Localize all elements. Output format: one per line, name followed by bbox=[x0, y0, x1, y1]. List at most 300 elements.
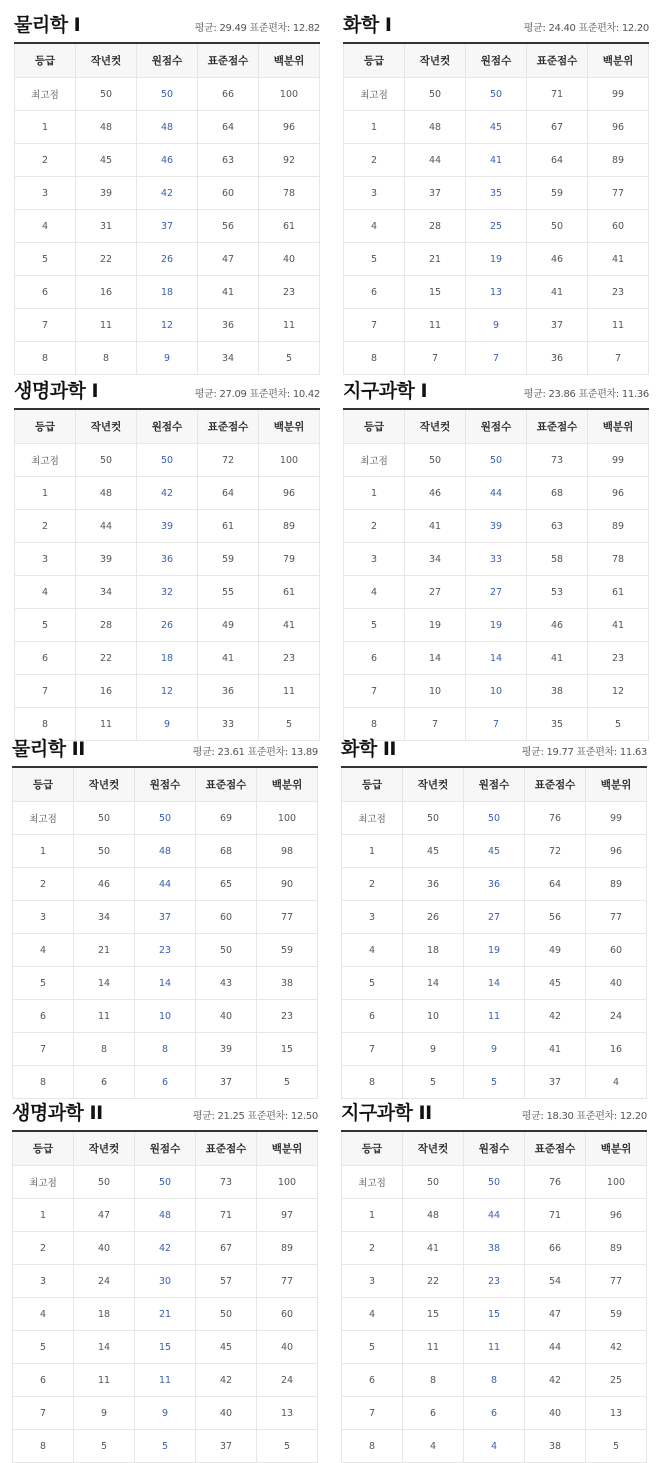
column-header: 백분위 bbox=[259, 409, 320, 444]
table-row bbox=[13, 1232, 318, 1265]
table-cell: 11 bbox=[464, 1331, 525, 1364]
table-cell: 44 bbox=[525, 1331, 586, 1364]
table-header-row bbox=[344, 43, 649, 78]
table-cell: 100 bbox=[257, 802, 318, 835]
block-header bbox=[12, 726, 318, 766]
table-cell: 64 bbox=[527, 144, 588, 177]
table-cell: 21 bbox=[74, 934, 135, 967]
table-cell: 7 bbox=[342, 1033, 403, 1066]
table-row bbox=[344, 111, 649, 144]
grade-cut-table bbox=[12, 766, 318, 1099]
column-header: 작년컷 bbox=[403, 767, 464, 802]
table-row bbox=[344, 609, 649, 642]
table-cell: 7 bbox=[13, 1397, 74, 1430]
table-cell: 46 bbox=[527, 243, 588, 276]
table-cell: 36 bbox=[198, 309, 259, 342]
table-cell: 5 bbox=[342, 1331, 403, 1364]
table-cell: 2 bbox=[344, 510, 405, 543]
table-row bbox=[15, 543, 320, 576]
table-cell: 11 bbox=[259, 309, 320, 342]
table-row bbox=[344, 576, 649, 609]
table-cell: 8 bbox=[13, 1066, 74, 1099]
table-cell: 1 bbox=[342, 1199, 403, 1232]
column-header: 원점수 bbox=[464, 767, 525, 802]
table-cell: 24 bbox=[74, 1265, 135, 1298]
table-cell: 9 bbox=[135, 1397, 196, 1430]
table-cell: 8 bbox=[342, 1430, 403, 1463]
table-row bbox=[342, 1232, 647, 1265]
table-cell: 12 bbox=[137, 675, 198, 708]
table-cell: 6 bbox=[13, 1000, 74, 1033]
table-row bbox=[13, 835, 318, 868]
column-header: 표준점수 bbox=[198, 43, 259, 78]
table-cell: 3 bbox=[13, 901, 74, 934]
table-cell: 4 bbox=[15, 576, 76, 609]
column-header: 표준점수 bbox=[527, 409, 588, 444]
table-row bbox=[342, 1298, 647, 1331]
subject-score-block bbox=[341, 1090, 647, 1463]
table-cell: 97 bbox=[257, 1199, 318, 1232]
table-cell: 99 bbox=[586, 802, 647, 835]
subject-stats: 평균: 27.09 표준편차: 10.42 bbox=[194, 389, 320, 400]
table-cell: 23 bbox=[135, 934, 196, 967]
table-header-row bbox=[13, 1131, 318, 1166]
table-cell: 6 bbox=[344, 276, 405, 309]
table-cell: 22 bbox=[76, 243, 137, 276]
table-cell: 78 bbox=[588, 543, 649, 576]
table-cell: 14 bbox=[74, 1331, 135, 1364]
table-cell: 24 bbox=[586, 1000, 647, 1033]
table-row bbox=[13, 1199, 318, 1232]
table-cell: 38 bbox=[527, 675, 588, 708]
table-cell: 39 bbox=[76, 177, 137, 210]
table-cell: 22 bbox=[403, 1265, 464, 1298]
table-cell: 77 bbox=[586, 901, 647, 934]
table-cell: 96 bbox=[588, 477, 649, 510]
column-header: 표준점수 bbox=[525, 767, 586, 802]
table-cell: 6 bbox=[15, 642, 76, 675]
table-cell: 5 bbox=[464, 1066, 525, 1099]
table-cell: 34 bbox=[405, 543, 466, 576]
table-cell: 4 bbox=[403, 1430, 464, 1463]
block-header bbox=[341, 726, 647, 766]
table-row bbox=[342, 802, 647, 835]
table-cell: 8 bbox=[464, 1364, 525, 1397]
table-cell: 41 bbox=[525, 1033, 586, 1066]
table-cell: 11 bbox=[76, 708, 137, 741]
table-cell: 40 bbox=[586, 967, 647, 1000]
table-cell: 21 bbox=[135, 1298, 196, 1331]
column-header: 백분위 bbox=[588, 409, 649, 444]
table-cell: 71 bbox=[196, 1199, 257, 1232]
table-cell: 77 bbox=[586, 1265, 647, 1298]
table-cell: 14 bbox=[464, 967, 525, 1000]
table-cell: 6 bbox=[13, 1364, 74, 1397]
column-header: 원점수 bbox=[135, 767, 196, 802]
table-cell: 11 bbox=[405, 309, 466, 342]
column-header: 백분위 bbox=[588, 43, 649, 78]
table-cell: 96 bbox=[586, 1199, 647, 1232]
table-row bbox=[15, 177, 320, 210]
table-cell: 1 bbox=[15, 111, 76, 144]
subject-stats: 평균: 19.77 표준편차: 11.63 bbox=[521, 747, 647, 758]
table-row bbox=[342, 1430, 647, 1463]
table-cell: 15 bbox=[405, 276, 466, 309]
table-row bbox=[344, 477, 649, 510]
table-cell: 3 bbox=[344, 177, 405, 210]
column-header: 원점수 bbox=[135, 1131, 196, 1166]
table-cell: 59 bbox=[527, 177, 588, 210]
table-cell: 39 bbox=[137, 510, 198, 543]
table-cell: 10 bbox=[135, 1000, 196, 1033]
table-row bbox=[13, 934, 318, 967]
table-cell: 6 bbox=[464, 1397, 525, 1430]
table-cell: 50 bbox=[464, 802, 525, 835]
table-cell: 36 bbox=[527, 342, 588, 375]
block-header bbox=[12, 1090, 318, 1130]
table-cell: 9 bbox=[137, 342, 198, 375]
table-cell: 8 bbox=[403, 1364, 464, 1397]
table-cell: 61 bbox=[198, 510, 259, 543]
table-cell: 1 bbox=[13, 1199, 74, 1232]
table-cell: 14 bbox=[135, 967, 196, 1000]
block-header bbox=[14, 368, 320, 408]
table-cell: 69 bbox=[196, 802, 257, 835]
table-cell: 38 bbox=[464, 1232, 525, 1265]
table-cell: 46 bbox=[74, 868, 135, 901]
table-row bbox=[342, 1000, 647, 1033]
table-cell: 5 bbox=[135, 1430, 196, 1463]
column-header: 백분위 bbox=[586, 1131, 647, 1166]
table-cell: 7 bbox=[344, 309, 405, 342]
table-row bbox=[13, 1033, 318, 1066]
table-cell: 64 bbox=[198, 477, 259, 510]
table-row bbox=[15, 111, 320, 144]
table-row bbox=[342, 1199, 647, 1232]
subject-title: 화학 Ⅰ bbox=[343, 14, 392, 36]
table-cell: 60 bbox=[257, 1298, 318, 1331]
table-cell: 7 bbox=[15, 309, 76, 342]
table-cell: 9 bbox=[466, 309, 527, 342]
table-cell: 7 bbox=[466, 342, 527, 375]
table-cell: 47 bbox=[198, 243, 259, 276]
table-cell: 49 bbox=[198, 609, 259, 642]
table-cell: 18 bbox=[403, 934, 464, 967]
column-header: 등급 bbox=[13, 767, 74, 802]
table-row bbox=[344, 144, 649, 177]
table-cell: 47 bbox=[525, 1298, 586, 1331]
table-row bbox=[13, 1298, 318, 1331]
table-cell: 5 bbox=[13, 967, 74, 1000]
table-cell: 2 bbox=[13, 1232, 74, 1265]
column-header: 표준점수 bbox=[198, 409, 259, 444]
table-cell: 42 bbox=[525, 1364, 586, 1397]
table-row bbox=[15, 444, 320, 477]
table-cell: 48 bbox=[137, 111, 198, 144]
column-header: 표준점수 bbox=[196, 1131, 257, 1166]
table-cell: 14 bbox=[74, 967, 135, 1000]
table-row bbox=[342, 967, 647, 1000]
subject-score-block bbox=[14, 2, 320, 375]
table-cell: 7 bbox=[588, 342, 649, 375]
table-cell: 39 bbox=[196, 1033, 257, 1066]
table-cell: 8 bbox=[13, 1430, 74, 1463]
table-cell: 4 bbox=[13, 1298, 74, 1331]
table-cell: 41 bbox=[588, 243, 649, 276]
table-cell: 11 bbox=[588, 309, 649, 342]
table-row bbox=[15, 210, 320, 243]
column-header: 원점수 bbox=[137, 43, 198, 78]
table-cell: 5 bbox=[257, 1066, 318, 1099]
table-cell: 8 bbox=[135, 1033, 196, 1066]
table-cell: 7 bbox=[405, 708, 466, 741]
table-cell: 34 bbox=[74, 901, 135, 934]
table-cell: 60 bbox=[586, 934, 647, 967]
table-cell: 59 bbox=[257, 934, 318, 967]
subject-stats: 평균: 29.49 표준편차: 12.82 bbox=[194, 23, 320, 34]
table-cell: 23 bbox=[588, 276, 649, 309]
table-cell: 15 bbox=[135, 1331, 196, 1364]
table-cell: 89 bbox=[586, 868, 647, 901]
table-cell: 13 bbox=[466, 276, 527, 309]
table-cell: 48 bbox=[405, 111, 466, 144]
table-cell: 5 bbox=[257, 1430, 318, 1463]
table-row bbox=[344, 642, 649, 675]
table-cell: 5 bbox=[342, 967, 403, 1000]
table-header-row bbox=[15, 409, 320, 444]
table-cell: 100 bbox=[259, 444, 320, 477]
table-cell: 41 bbox=[527, 642, 588, 675]
grade-cut-table bbox=[343, 42, 649, 375]
column-header: 표준점수 bbox=[525, 1131, 586, 1166]
table-cell: 41 bbox=[588, 609, 649, 642]
table-cell: 48 bbox=[76, 111, 137, 144]
table-cell: 8 bbox=[76, 342, 137, 375]
table-cell: 44 bbox=[405, 144, 466, 177]
table-cell: 16 bbox=[76, 675, 137, 708]
table-cell: 23 bbox=[257, 1000, 318, 1033]
table-cell: 41 bbox=[198, 276, 259, 309]
table-cell: 23 bbox=[259, 276, 320, 309]
table-cell: 67 bbox=[527, 111, 588, 144]
table-cell: 48 bbox=[135, 1199, 196, 1232]
table-cell: 50 bbox=[76, 78, 137, 111]
table-cell: 71 bbox=[525, 1199, 586, 1232]
table-cell: 3 bbox=[342, 901, 403, 934]
column-header: 백분위 bbox=[586, 767, 647, 802]
column-header: 등급 bbox=[342, 767, 403, 802]
table-cell: 32 bbox=[137, 576, 198, 609]
table-cell: 77 bbox=[257, 1265, 318, 1298]
table-cell: 3 bbox=[13, 1265, 74, 1298]
table-cell: 8 bbox=[342, 1066, 403, 1099]
table-row bbox=[342, 868, 647, 901]
table-cell: 56 bbox=[198, 210, 259, 243]
table-cell: 3 bbox=[15, 177, 76, 210]
table-cell: 46 bbox=[527, 609, 588, 642]
subject-stats: 평균: 23.61 표준편차: 13.89 bbox=[192, 747, 318, 758]
table-cell: 1 bbox=[342, 835, 403, 868]
table-cell: 19 bbox=[464, 934, 525, 967]
table-cell: 72 bbox=[525, 835, 586, 868]
table-cell: 45 bbox=[76, 144, 137, 177]
table-cell: 4 bbox=[342, 1298, 403, 1331]
table-cell: 36 bbox=[137, 543, 198, 576]
table-row bbox=[15, 276, 320, 309]
table-cell: 47 bbox=[74, 1199, 135, 1232]
grade-cut-table bbox=[14, 42, 320, 375]
column-header: 등급 bbox=[13, 1131, 74, 1166]
table-cell: 8 bbox=[344, 708, 405, 741]
table-cell: 77 bbox=[588, 177, 649, 210]
table-cell: 11 bbox=[76, 309, 137, 342]
table-cell: 58 bbox=[527, 543, 588, 576]
column-header: 등급 bbox=[15, 43, 76, 78]
table-cell: 61 bbox=[259, 210, 320, 243]
table-cell: 99 bbox=[588, 444, 649, 477]
table-cell: 89 bbox=[586, 1232, 647, 1265]
table-cell: 37 bbox=[196, 1430, 257, 1463]
table-cell: 50 bbox=[74, 835, 135, 868]
table-cell: 66 bbox=[525, 1232, 586, 1265]
table-cell: 44 bbox=[135, 868, 196, 901]
table-cell: 12 bbox=[137, 309, 198, 342]
table-cell: 50 bbox=[196, 934, 257, 967]
table-cell: 36 bbox=[198, 675, 259, 708]
column-header: 등급 bbox=[344, 409, 405, 444]
table-cell: 66 bbox=[198, 78, 259, 111]
table-cell: 5 bbox=[13, 1331, 74, 1364]
table-cell: 10 bbox=[403, 1000, 464, 1033]
subject-stats: 평균: 18.30 표준편차: 12.20 bbox=[521, 1111, 647, 1122]
column-header: 작년컷 bbox=[74, 767, 135, 802]
table-cell: 41 bbox=[405, 510, 466, 543]
table-row bbox=[13, 1331, 318, 1364]
table-cell: 1 bbox=[344, 477, 405, 510]
subject-score-block bbox=[12, 1090, 318, 1463]
column-header: 작년컷 bbox=[76, 409, 137, 444]
table-row bbox=[13, 1265, 318, 1298]
table-cell: 41 bbox=[403, 1232, 464, 1265]
table-cell: 48 bbox=[76, 477, 137, 510]
table-cell: 98 bbox=[257, 835, 318, 868]
subject-title: 물리학 II bbox=[12, 738, 85, 760]
table-row bbox=[344, 543, 649, 576]
table-cell: 최고점 bbox=[344, 444, 405, 477]
table-row bbox=[344, 276, 649, 309]
column-header: 백분위 bbox=[259, 43, 320, 78]
table-cell: 4 bbox=[464, 1430, 525, 1463]
table-row bbox=[342, 901, 647, 934]
table-cell: 6 bbox=[135, 1066, 196, 1099]
table-row bbox=[15, 642, 320, 675]
block-header bbox=[341, 1090, 647, 1130]
table-cell: 9 bbox=[464, 1033, 525, 1066]
table-cell: 42 bbox=[586, 1331, 647, 1364]
table-cell: 23 bbox=[588, 642, 649, 675]
table-cell: 33 bbox=[198, 708, 259, 741]
table-cell: 50 bbox=[135, 1166, 196, 1199]
block-header bbox=[14, 2, 320, 42]
table-cell: 6 bbox=[15, 276, 76, 309]
table-row bbox=[15, 309, 320, 342]
table-cell: 2 bbox=[15, 144, 76, 177]
table-cell: 50 bbox=[466, 78, 527, 111]
table-cell: 4 bbox=[344, 210, 405, 243]
table-cell: 96 bbox=[586, 835, 647, 868]
table-cell: 27 bbox=[405, 576, 466, 609]
table-cell: 59 bbox=[198, 543, 259, 576]
table-cell: 42 bbox=[137, 177, 198, 210]
table-cell: 12 bbox=[588, 675, 649, 708]
table-cell: 78 bbox=[259, 177, 320, 210]
table-cell: 4 bbox=[15, 210, 76, 243]
table-cell: 10 bbox=[466, 675, 527, 708]
column-header: 원점수 bbox=[466, 409, 527, 444]
table-cell: 49 bbox=[525, 934, 586, 967]
table-cell: 48 bbox=[135, 835, 196, 868]
table-cell: 50 bbox=[527, 210, 588, 243]
subject-title: 지구과학 Ⅰ bbox=[343, 380, 428, 402]
table-cell: 36 bbox=[464, 868, 525, 901]
table-cell: 38 bbox=[257, 967, 318, 1000]
table-cell: 8 bbox=[15, 342, 76, 375]
table-row bbox=[344, 243, 649, 276]
table-cell: 96 bbox=[259, 477, 320, 510]
table-cell: 56 bbox=[525, 901, 586, 934]
table-cell: 27 bbox=[464, 901, 525, 934]
table-cell: 최고점 bbox=[13, 802, 74, 835]
table-cell: 38 bbox=[525, 1430, 586, 1463]
table-cell: 37 bbox=[405, 177, 466, 210]
table-header-row bbox=[342, 1131, 647, 1166]
table-cell: 89 bbox=[588, 510, 649, 543]
column-header: 원점수 bbox=[464, 1131, 525, 1166]
table-cell: 5 bbox=[259, 342, 320, 375]
table-cell: 60 bbox=[196, 901, 257, 934]
table-cell: 4 bbox=[342, 934, 403, 967]
table-cell: 92 bbox=[259, 144, 320, 177]
table-row bbox=[342, 934, 647, 967]
table-cell: 37 bbox=[135, 901, 196, 934]
table-cell: 42 bbox=[137, 477, 198, 510]
table-row bbox=[13, 868, 318, 901]
table-cell: 3 bbox=[344, 543, 405, 576]
table-cell: 최고점 bbox=[342, 802, 403, 835]
subject-score-block bbox=[341, 726, 647, 1099]
subject-score-block bbox=[343, 368, 649, 741]
table-row bbox=[344, 444, 649, 477]
table-row bbox=[13, 967, 318, 1000]
table-cell: 50 bbox=[466, 444, 527, 477]
subject-title: 물리학 Ⅰ bbox=[14, 14, 81, 36]
table-cell: 76 bbox=[525, 1166, 586, 1199]
table-cell: 8 bbox=[15, 708, 76, 741]
table-cell: 9 bbox=[137, 708, 198, 741]
table-cell: 23 bbox=[464, 1265, 525, 1298]
table-row bbox=[344, 510, 649, 543]
column-header: 등급 bbox=[342, 1131, 403, 1166]
table-cell: 22 bbox=[76, 642, 137, 675]
table-cell: 50 bbox=[403, 802, 464, 835]
table-cell: 33 bbox=[466, 543, 527, 576]
table-cell: 65 bbox=[196, 868, 257, 901]
table-cell: 68 bbox=[527, 477, 588, 510]
table-cell: 25 bbox=[466, 210, 527, 243]
table-cell: 37 bbox=[527, 309, 588, 342]
table-cell: 44 bbox=[466, 477, 527, 510]
table-cell: 45 bbox=[466, 111, 527, 144]
